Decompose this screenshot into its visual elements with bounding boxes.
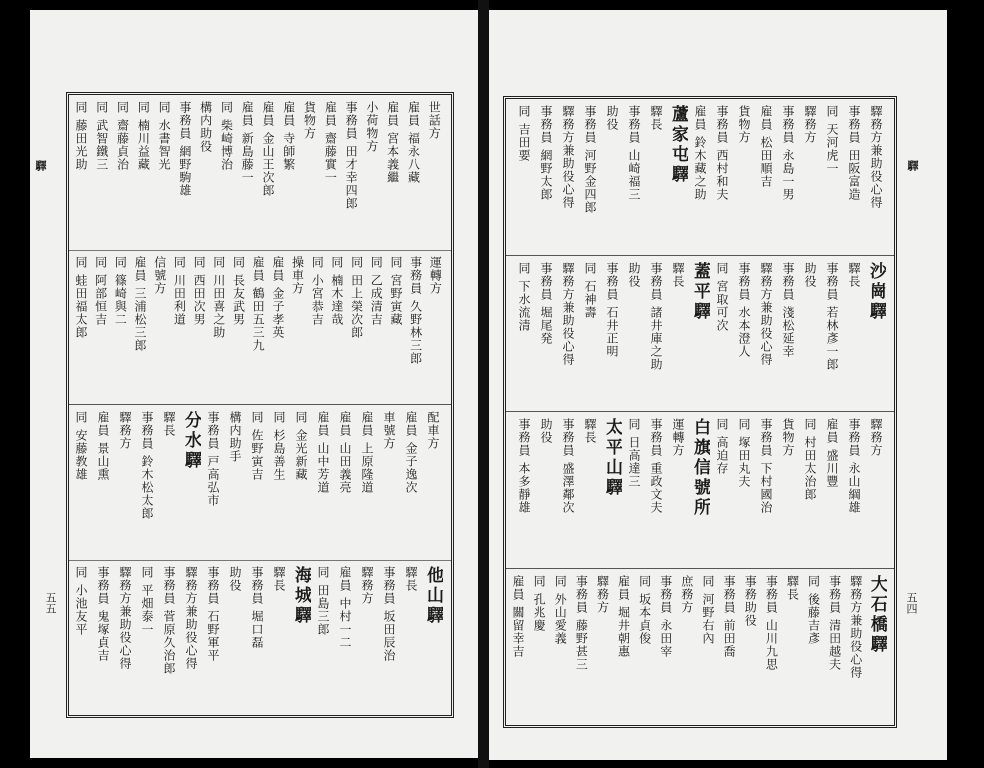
- staff-entry: 同 西田次男: [192, 255, 207, 326]
- staff-entry: 同 武智鐵三: [94, 101, 109, 171]
- staff-entry: 同 外山愛義: [553, 574, 568, 645]
- staff-entry: 同 日高達三: [627, 418, 641, 488]
- staff-entry: 貨物方: [781, 418, 795, 457]
- staff-entry: 同 長友武男: [231, 255, 246, 326]
- staff-entry: 同 小池友平: [74, 566, 88, 636]
- staff-entry: 沙崗驛: [866, 261, 886, 322]
- staff-entry: 助役: [539, 418, 553, 444]
- staff-entry: 事務員 網野駒雄: [177, 101, 192, 197]
- right-staff-table: [503, 96, 897, 728]
- staff-entry: 雇員 金子逸次: [404, 411, 418, 494]
- staff-entry: 同 宮野寅藏: [388, 255, 403, 326]
- staff-entry: 事務員 田才幸四郎: [344, 101, 359, 210]
- staff-entry: 同 川田喜之助: [211, 255, 226, 339]
- staff-entry: 雇員 中村一二: [338, 566, 352, 649]
- staff-entry: 驛務方: [869, 418, 883, 457]
- right-page: [489, 10, 947, 760]
- staff-entry: 同 後藤吉彥: [806, 574, 821, 645]
- staff-entry: 驛長: [847, 261, 861, 288]
- staff-entry: 事務員 諸井庫之助: [649, 261, 663, 371]
- staff-entry: 同 楠川益藏: [136, 101, 151, 171]
- right-page-number: 五四: [905, 592, 918, 614]
- staff-entry: 庶務方: [679, 574, 694, 614]
- staff-entry: 事務員 戸高弘市: [206, 411, 220, 507]
- staff-entry: 運轉方: [671, 418, 685, 457]
- staff-entry: 同 川田利道: [172, 255, 187, 326]
- staff-entry: 雇員 鶴田五三九: [251, 255, 266, 352]
- staff-entry: 操車方: [290, 255, 305, 295]
- left-band-top-right: [69, 95, 451, 251]
- staff-entry: 同 塚田丸夫: [737, 418, 751, 488]
- staff-entry: 驛務方兼助役心得: [561, 105, 575, 209]
- staff-entry: 貨物方: [737, 105, 751, 144]
- staff-entry: 驛長: [162, 411, 176, 437]
- staff-entry: 事務員 西村和夫: [715, 105, 729, 201]
- staff-entry: 雇員 關留幸吉: [511, 574, 525, 658]
- staff-entry: 驛務方: [118, 411, 132, 450]
- staff-entry: 同 安藤教雄: [74, 411, 88, 481]
- staff-entry: 事務員 淺松延幸: [781, 261, 795, 358]
- staff-entry: 驛務方兼助役心得: [869, 105, 883, 209]
- right-corner-mark: 驛: [906, 160, 919, 171]
- staff-entry: 事務員 水本澄人: [737, 261, 751, 358]
- staff-entry: 雇員 景山熏: [96, 411, 110, 481]
- staff-entry: 事務助役: [743, 574, 758, 627]
- left-corner-mark: 驛: [34, 160, 47, 171]
- staff-entry: 驛長: [785, 574, 800, 601]
- staff-entry: 大石橋驛: [866, 574, 887, 655]
- staff-entry: 同 田島三郎: [316, 566, 330, 636]
- staff-entry: 同 水書智光: [157, 101, 172, 171]
- staff-entry: 事務員 久野林三郎: [408, 255, 423, 365]
- staff-entry: 助役: [803, 261, 817, 288]
- right-band-1: [506, 99, 894, 256]
- left-page-number: 五五: [44, 592, 57, 614]
- staff-entry: 事務員 若林彥一郎: [825, 261, 839, 371]
- staff-entry: 事務員 永山綱雄: [847, 418, 861, 514]
- staff-entry: 事務員 永田宰: [658, 574, 673, 658]
- staff-entry: 同 齋藤貞治: [115, 101, 130, 171]
- right-band-2: [506, 256, 894, 413]
- left-band-top-left: [69, 405, 451, 561]
- staff-entry: 同 柴崎博治: [219, 101, 234, 171]
- staff-entry: 小荷物方: [364, 101, 379, 153]
- staff-entry: 同 金光新藏: [294, 411, 308, 481]
- staff-entry: 事務員 山川九思: [764, 574, 779, 671]
- staff-entry: 雇員 三浦松三郎: [133, 255, 148, 352]
- staff-entry: 雇員 鈴木藏之助: [693, 105, 707, 201]
- staff-entry: 事務員 清田越夫: [827, 574, 842, 671]
- right-band-4: [506, 569, 894, 726]
- staff-entry: 同 坂本貞俊: [637, 574, 652, 645]
- staff-entry: 事務員 鈴木松太郎: [140, 411, 154, 520]
- staff-entry: 驛長: [583, 418, 597, 444]
- staff-entry: 助役: [627, 261, 641, 288]
- staff-entry: 驛務方: [803, 105, 817, 144]
- staff-entry: 事務員 藤野甚三: [574, 574, 589, 671]
- staff-entry: 助役: [228, 566, 242, 592]
- left-staff-table: [66, 92, 454, 718]
- staff-entry: 同 乙成清吉: [369, 255, 384, 326]
- staff-entry: 同 下水流清: [517, 261, 531, 332]
- staff-entry: 白旗信號所: [690, 418, 710, 518]
- right-band-3: [506, 412, 894, 569]
- staff-entry: 他山驛: [423, 566, 443, 626]
- staff-entry: 事務員 河野金四郎: [583, 105, 597, 214]
- staff-entry: 車號方: [382, 411, 396, 450]
- staff-entry: 驛務方兼助役心得: [561, 261, 575, 366]
- staff-entry: 雇員 上原隆道: [360, 411, 374, 494]
- staff-entry: 事務員 菅原久治郎: [162, 566, 176, 675]
- staff-entry: 事務員 石井正明: [605, 261, 619, 358]
- staff-entry: 同 佐野寅吉: [250, 411, 264, 481]
- left-lower-band: [69, 405, 451, 715]
- staff-entry: 雇員 寺師繁: [281, 101, 296, 171]
- staff-entry: 分水驛: [181, 411, 201, 471]
- staff-entry: 雇員 新島藤一: [240, 101, 255, 184]
- staff-entry: 助役: [605, 105, 619, 131]
- staff-entry: 海城驛: [291, 566, 311, 626]
- staff-entry: 同 天河虎一: [825, 105, 839, 175]
- staff-entry: 雇員 山中芳道: [316, 411, 330, 494]
- staff-entry: 事務員 山崎福三: [627, 105, 641, 201]
- staff-entry: 雇員 山田義亮: [338, 411, 352, 494]
- staff-entry: 雇員 宮本義繼: [385, 101, 400, 184]
- staff-entry: 同 阿部恒吉: [93, 255, 108, 326]
- left-band-bottom-right: [69, 250, 451, 405]
- staff-entry: 驛長: [671, 261, 685, 288]
- staff-entry: 事務員 田阪富造: [847, 105, 861, 201]
- staff-entry: 同 宮取可次: [715, 261, 729, 332]
- staff-entry: 蘆家屯驛: [668, 105, 688, 185]
- staff-entry: 事務員 本多靜雄: [517, 418, 531, 514]
- staff-entry: 雇員 福永八藏: [406, 101, 421, 184]
- staff-entry: 事務員 網野太郎: [539, 105, 553, 201]
- staff-entry: 同 田上榮次郎: [349, 255, 364, 339]
- staff-entry: 同 小宮恭吉: [310, 255, 325, 326]
- staff-entry: 雇員 齋藤實一: [323, 101, 338, 184]
- staff-entry: 雇員 金山王次郎: [261, 101, 275, 197]
- staff-entry: 同 平畑泰一: [140, 566, 154, 636]
- staff-entry: 事務員 前田喬: [722, 574, 737, 658]
- staff-entry: 驛務方兼助役心得: [184, 566, 198, 670]
- left-page: [30, 10, 478, 758]
- staff-entry: 驛長: [404, 566, 418, 592]
- staff-entry: 雇員 松田順吉: [759, 105, 773, 188]
- book-gutter: [478, 0, 489, 768]
- staff-entry: 信號方: [152, 255, 167, 295]
- staff-entry: 同 孔兆慶: [532, 574, 547, 632]
- staff-entry: 驛務方: [595, 574, 610, 614]
- staff-entry: 事務員 鬼塚貞吉: [96, 566, 110, 662]
- staff-entry: 同 杉島善生: [272, 411, 286, 481]
- staff-entry: 事務員 坂田辰治: [382, 566, 396, 662]
- left-upper-band: [69, 95, 451, 405]
- staff-entry: 雇員 盛川豐: [825, 418, 839, 488]
- staff-entry: 構内助手: [228, 411, 242, 463]
- staff-entry: 事務員 重政文夫: [649, 418, 663, 514]
- staff-entry: 同 篠崎與二: [113, 255, 128, 326]
- staff-entry: 雇員 堀井朝惠: [616, 574, 631, 658]
- staff-entry: 同 蛙田福太郎: [73, 255, 88, 339]
- staff-entry: 構内助役: [198, 101, 213, 153]
- staff-entry: 同 高迫存: [715, 418, 729, 475]
- staff-entry: 蓋平驛: [690, 261, 710, 322]
- staff-entry: 驛長: [649, 105, 663, 131]
- staff-entry: 運轉方: [428, 255, 443, 295]
- staff-entry: 世話方: [427, 101, 442, 140]
- staff-entry: 太平山驛: [602, 418, 622, 498]
- staff-entry: 驛務方兼助役心得: [848, 574, 863, 679]
- staff-entry: 配車方: [426, 411, 440, 450]
- staff-entry: 事務員 石野軍平: [206, 566, 220, 662]
- staff-entry: 驛務方兼助役心得: [759, 261, 773, 366]
- staff-entry: 事務員 堀口磊: [250, 566, 264, 649]
- staff-entry: 事務員 永島一男: [781, 105, 795, 201]
- left-band-bottom-left: [69, 560, 451, 715]
- staff-entry: 同 村田太治郎: [803, 418, 817, 501]
- staff-entry: 驛長: [272, 566, 286, 592]
- staff-entry: 同 楠木達哉: [329, 255, 344, 326]
- staff-entry: 事務員 堀尾発: [539, 261, 553, 345]
- staff-entry: 驛務方: [360, 566, 374, 605]
- staff-entry: 同 石神壽: [583, 261, 597, 319]
- staff-entry: 雇員 金子孝英: [270, 255, 285, 339]
- staff-entry: 事務員 下村國治: [759, 418, 773, 514]
- staff-entry: 事務員 盛澤鄰次: [561, 418, 575, 514]
- staff-entry: 同 藤田光助: [74, 101, 88, 171]
- staff-entry: 驛務方兼助役心得: [118, 566, 132, 670]
- staff-entry: 同 河野右內: [701, 574, 715, 645]
- staff-entry: 貨物方: [302, 101, 317, 140]
- staff-entry: 同 吉田要: [517, 105, 531, 162]
